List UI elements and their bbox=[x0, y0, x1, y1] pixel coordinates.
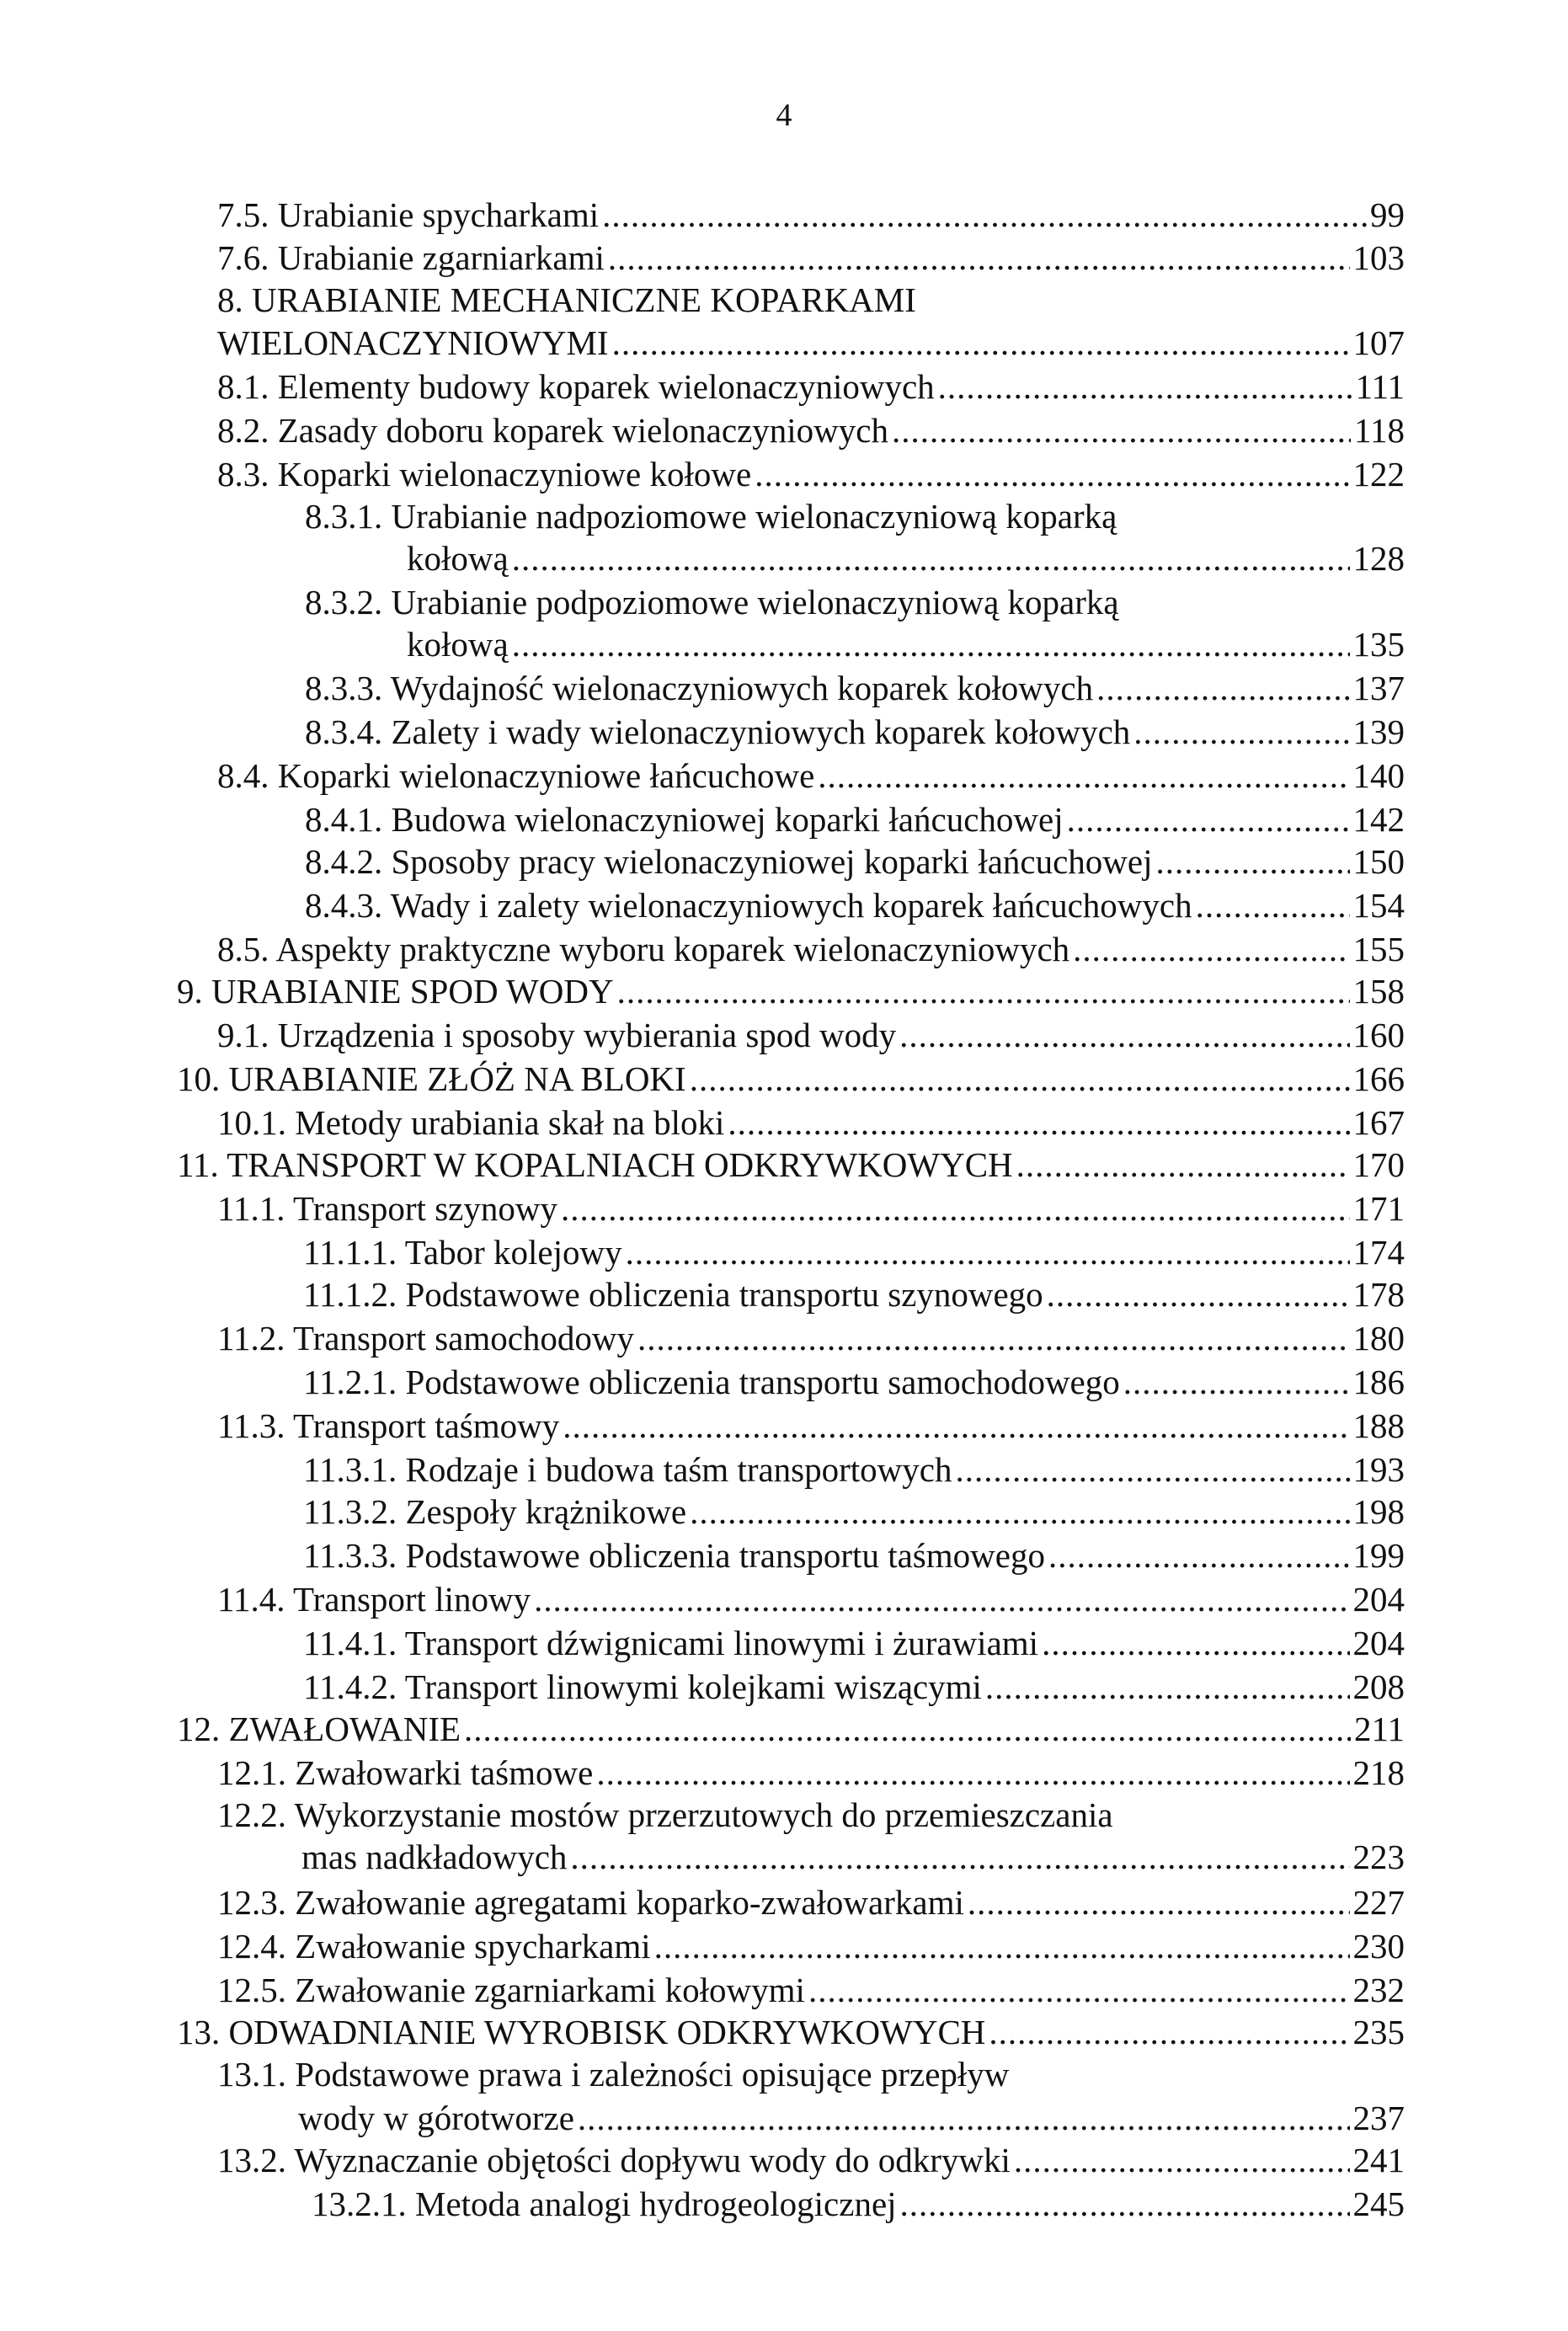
toc-entry bbox=[177, 1145, 1405, 1185]
dot-leader bbox=[512, 625, 1350, 664]
toc-entry-page: 230 bbox=[1352, 1927, 1405, 1966]
toc-entry-page: 103 bbox=[1352, 238, 1405, 277]
toc-entry bbox=[217, 1103, 1405, 1143]
toc-entry-page: 140 bbox=[1352, 756, 1405, 795]
toc-entry-page: 199 bbox=[1352, 1536, 1405, 1575]
toc-entry-title: kołową bbox=[407, 539, 509, 578]
toc-entry bbox=[305, 842, 1405, 882]
toc-entry-page: 142 bbox=[1352, 800, 1405, 839]
toc-entry bbox=[305, 886, 1405, 925]
dot-leader bbox=[1123, 1363, 1350, 1402]
toc-entry-title: 13.2. Wyznaczanie objętości dopływu wody do odkrywki bbox=[217, 2141, 1011, 2179]
toc-entry bbox=[217, 238, 1405, 278]
toc-entry-title: 11.4.2. Transport linowymi kolejkami wiszącymi bbox=[303, 1667, 982, 1706]
toc-entry-title: 11.1.2. Podstawowe obliczenia transportu szynowego bbox=[303, 1275, 1043, 1314]
dot-leader bbox=[561, 1189, 1350, 1229]
dot-leader bbox=[1048, 1536, 1350, 1576]
dot-leader bbox=[608, 238, 1350, 278]
toc-entry-page: 99 bbox=[1370, 195, 1405, 234]
toc-entry-page: 178 bbox=[1352, 1275, 1405, 1314]
toc-entry-title: 11.1.1. Tabor kolejowy bbox=[303, 1233, 622, 1272]
toc-entry-title: 12.4. Zwałowanie spycharkami bbox=[217, 1927, 651, 1966]
toc-entry bbox=[217, 1883, 1405, 1923]
toc-entry bbox=[312, 2184, 1405, 2224]
dot-leader bbox=[1042, 1624, 1349, 1663]
toc-entry-title: 12.2. Wykorzystanie mostów przerzutowych do przemieszczania bbox=[217, 1795, 1113, 1834]
toc-entry-page: 180 bbox=[1352, 1319, 1405, 1358]
toc-entry-title: 11.2.1. Podstawowe obliczenia transportu samochodowego bbox=[303, 1363, 1120, 1401]
toc-entry bbox=[305, 497, 1117, 536]
dot-leader bbox=[612, 323, 1350, 363]
dot-leader bbox=[968, 1883, 1350, 1923]
toc-entry bbox=[217, 1319, 1405, 1358]
toc-entry-page: 193 bbox=[1352, 1450, 1405, 1489]
toc-entry-title: 8.4.3. Wady i zalety wielonaczyniowych koparek łańcuchowych bbox=[305, 886, 1192, 925]
dot-leader bbox=[637, 1319, 1349, 1358]
toc-entry-title: 11. TRANSPORT W KOPALNIACH ODKRYWKOWYCH bbox=[177, 1145, 1013, 1184]
toc-entry-title: 11.2. Transport samochodowy bbox=[217, 1319, 635, 1358]
toc-entry bbox=[217, 455, 1405, 494]
toc-entry-page: 204 bbox=[1352, 1580, 1405, 1619]
toc-entry bbox=[177, 1059, 1405, 1099]
toc-entry-title: 7.6. Urabianie zgarniarkami bbox=[217, 238, 605, 277]
toc-entry-title: kołową bbox=[407, 625, 509, 664]
dot-leader bbox=[1016, 1145, 1350, 1185]
toc-entry-page: 166 bbox=[1352, 1059, 1405, 1098]
toc-entry-title: 11.3.1. Rodzaje i budowa taśm transportowych bbox=[303, 1450, 952, 1489]
toc-entry bbox=[303, 1275, 1405, 1315]
toc-entry-page: 218 bbox=[1352, 1753, 1405, 1792]
toc-entry bbox=[217, 1971, 1405, 2010]
dot-leader bbox=[602, 195, 1367, 235]
toc-entry-page: 227 bbox=[1352, 1883, 1405, 1922]
dot-leader bbox=[464, 1710, 1351, 1749]
toc-entry-title: 12.1. Zwałowarki taśmowe bbox=[217, 1753, 594, 1792]
toc-entry-title: 8.2. Zasady doboru koparek wielonaczyniowych bbox=[217, 411, 888, 450]
toc-entry-page: 186 bbox=[1352, 1363, 1405, 1401]
toc-entry bbox=[217, 411, 1405, 451]
dot-leader bbox=[512, 539, 1350, 579]
dot-leader bbox=[626, 1233, 1350, 1272]
toc-entry-title: 8.5. Aspekty praktyczne wyboru koparek wielonaczyniowych bbox=[217, 930, 1070, 968]
toc-entry bbox=[217, 1580, 1405, 1619]
toc-entry-title: 8.4. Koparki wielonaczyniowe łańcuchowe bbox=[217, 756, 815, 795]
toc-entry-title: 8.4.2. Sposoby pracy wielonaczyniowej koparki łańcuchowej bbox=[305, 842, 1153, 881]
toc-entry-title: wody w górotworze bbox=[298, 2099, 574, 2137]
toc-entry bbox=[407, 539, 1405, 579]
toc-entry-page: 118 bbox=[1354, 411, 1405, 450]
toc-entry-page: 174 bbox=[1352, 1233, 1405, 1272]
page-number: 4 bbox=[776, 98, 792, 133]
dot-leader bbox=[570, 1838, 1349, 1877]
toc-entry-page: 188 bbox=[1352, 1406, 1405, 1445]
toc-entry-title: 12. ZWAŁOWANIE bbox=[177, 1710, 461, 1748]
toc-entry-title: 8.3.2. Urabianie podpoziomowe wielonaczyniową koparką bbox=[305, 583, 1119, 621]
dot-leader bbox=[578, 2099, 1350, 2138]
toc-entry bbox=[177, 972, 1405, 1011]
toc-entry bbox=[305, 669, 1405, 708]
toc-entry-title: 11.4. Transport linowy bbox=[217, 1580, 531, 1619]
toc-entry-page: 111 bbox=[1355, 367, 1405, 406]
toc-entry-page: 237 bbox=[1352, 2099, 1405, 2137]
dot-leader bbox=[808, 1971, 1350, 2010]
dot-leader bbox=[728, 1103, 1349, 1143]
toc-entry-page: 211 bbox=[1354, 1710, 1405, 1748]
dot-leader bbox=[900, 2184, 1350, 2224]
toc-entry-title: 12.5. Zwałowanie zgarniarkami kołowymi bbox=[217, 1971, 805, 2009]
toc-entry bbox=[217, 2055, 1009, 2094]
toc-entry bbox=[303, 1492, 1405, 1532]
dot-leader bbox=[690, 1492, 1349, 1532]
toc-entry bbox=[217, 756, 1405, 796]
toc-entry bbox=[217, 2141, 1405, 2180]
dot-leader bbox=[818, 756, 1349, 796]
toc-entry-page: 154 bbox=[1352, 886, 1405, 925]
toc-entry bbox=[303, 1363, 1405, 1402]
toc-entry-title: 13.2.1. Metoda analogi hydrogeologicznej bbox=[312, 2184, 897, 2223]
toc-entry bbox=[305, 800, 1405, 840]
toc-entry bbox=[217, 1927, 1405, 1966]
dot-leader bbox=[1014, 2141, 1350, 2180]
toc-entry-title: 11.3.3. Podstawowe obliczenia transportu taśmowego bbox=[303, 1536, 1045, 1575]
toc-entry-title: 11.3. Transport taśmowy bbox=[217, 1406, 560, 1445]
toc-entry bbox=[217, 930, 1405, 969]
toc-entry-title: WIELONACZYNIOWYMI bbox=[217, 323, 609, 362]
toc-entry-title: 9.1. Urządzenia i sposoby wybierania spod wody bbox=[217, 1016, 897, 1054]
toc-entry-page: 150 bbox=[1352, 842, 1405, 881]
toc-entry bbox=[305, 583, 1119, 622]
dot-leader bbox=[596, 1753, 1349, 1793]
toc-entry-page: 107 bbox=[1352, 323, 1405, 362]
dot-leader bbox=[534, 1580, 1349, 1619]
toc-entry-title: 8.3.4. Zalety i wady wielonaczyniowych koparek kołowych bbox=[305, 712, 1131, 751]
toc-entry-page: 235 bbox=[1352, 2013, 1405, 2051]
toc-entry-title: 13.1. Podstawowe prawa i zależności opisujące przepływ bbox=[217, 2055, 1010, 2094]
toc-entry-title: 8. URABIANIE MECHANICZNE KOPARKAMI bbox=[217, 280, 916, 319]
dot-leader bbox=[1156, 842, 1350, 882]
toc-entry bbox=[303, 1450, 1405, 1490]
dot-leader bbox=[989, 2013, 1349, 2052]
toc-entry bbox=[217, 1189, 1405, 1229]
toc-entry-page: 245 bbox=[1352, 2184, 1405, 2223]
dot-leader bbox=[617, 972, 1350, 1011]
toc-entry-page: 128 bbox=[1352, 539, 1405, 578]
toc-entry-title: 7.5. Urabianie spycharkami bbox=[217, 195, 600, 234]
toc-entry-page: 223 bbox=[1352, 1838, 1405, 1876]
toc-entry bbox=[303, 1233, 1405, 1272]
dot-leader bbox=[654, 1927, 1350, 1966]
toc-entry-title: 8.4.1. Budowa wielonaczyniowej koparki łańcuchowej bbox=[305, 800, 1064, 839]
dot-leader bbox=[1133, 712, 1349, 752]
toc-entry-title: mas nadkładowych bbox=[301, 1838, 568, 1876]
toc-entry bbox=[217, 1753, 1405, 1793]
toc-entry-page: 155 bbox=[1352, 930, 1405, 968]
dot-leader bbox=[938, 367, 1352, 407]
toc-entry-page: 204 bbox=[1352, 1624, 1405, 1662]
toc-entry-title: 13. ODWADNIANIE WYROBISK ODKRYWKOWYCH bbox=[177, 2013, 986, 2051]
toc-entry-page: 139 bbox=[1352, 712, 1405, 751]
toc-entry-page: 170 bbox=[1352, 1145, 1405, 1184]
toc-entry bbox=[177, 1710, 1405, 1749]
dot-leader bbox=[899, 1016, 1349, 1055]
toc-entry bbox=[217, 323, 1405, 363]
dot-leader bbox=[1047, 1275, 1350, 1315]
toc-entry-title: 10.1. Metody urabiania skał na bloki bbox=[217, 1103, 725, 1142]
toc-entry-page: 198 bbox=[1352, 1492, 1405, 1531]
toc-entry-page: 158 bbox=[1352, 972, 1405, 1011]
toc-entry-title: 9. URABIANIE SPOD WODY bbox=[177, 972, 614, 1011]
toc-entry bbox=[303, 1536, 1405, 1576]
toc-entry bbox=[217, 1406, 1405, 1446]
toc-entry bbox=[298, 2099, 1405, 2138]
toc-entry-page: 208 bbox=[1352, 1667, 1405, 1706]
toc-entry bbox=[407, 625, 1405, 664]
dot-leader bbox=[1196, 886, 1350, 925]
toc-entry-title: 11.4.1. Transport dźwignicami linowymi i żurawiami bbox=[303, 1624, 1039, 1662]
dot-leader bbox=[1096, 669, 1349, 708]
toc-entry bbox=[303, 1624, 1405, 1663]
toc-entry bbox=[301, 1838, 1405, 1877]
dot-leader bbox=[985, 1667, 1350, 1707]
toc-entry bbox=[217, 1795, 1113, 1835]
dot-leader bbox=[755, 455, 1349, 494]
dot-leader bbox=[1073, 930, 1349, 969]
toc-entry-title: 8.3. Koparki wielonaczyniowe kołowe bbox=[217, 455, 752, 493]
toc-entry-page: 167 bbox=[1352, 1103, 1405, 1142]
toc-entry-page: 171 bbox=[1352, 1189, 1405, 1228]
dot-leader bbox=[956, 1450, 1350, 1490]
toc-entry-title: 11.3.2. Zespoły krążnikowe bbox=[303, 1492, 687, 1531]
toc-entry-page: 137 bbox=[1352, 669, 1405, 707]
toc-entry bbox=[305, 712, 1405, 752]
toc-entry-title: 8.3.3. Wydajność wielonaczyniowych koparek kołowych bbox=[305, 669, 1094, 707]
dot-leader bbox=[1067, 800, 1350, 840]
toc-entry bbox=[177, 2013, 1405, 2052]
dot-leader bbox=[892, 411, 1351, 451]
toc-entry-page: 241 bbox=[1352, 2141, 1405, 2179]
toc-entry-title: 8.1. Elementy budowy koparek wielonaczyniowych bbox=[217, 367, 935, 406]
toc-entry-page: 232 bbox=[1352, 1971, 1405, 2009]
toc-entry-title: 10. URABIANIE ZŁÓŻ NA BLOKI bbox=[177, 1059, 686, 1098]
toc-entry bbox=[217, 1016, 1405, 1055]
toc-entry-title: 12.3. Zwałowanie agregatami koparko-zwałowarkami bbox=[217, 1883, 964, 1922]
toc-entry-page: 160 bbox=[1352, 1016, 1405, 1054]
dot-leader bbox=[563, 1406, 1349, 1446]
toc-entry-page: 122 bbox=[1352, 455, 1405, 493]
toc-entry-title: 8.3.1. Urabianie nadpoziomowe wielonaczyniową koparką bbox=[305, 497, 1117, 536]
toc-entry bbox=[303, 1667, 1405, 1707]
toc-entry bbox=[217, 280, 916, 320]
toc-entry bbox=[217, 367, 1405, 407]
toc-entry-title: 11.1. Transport szynowy bbox=[217, 1189, 557, 1228]
dot-leader bbox=[690, 1059, 1350, 1099]
toc-entry-page: 135 bbox=[1352, 625, 1405, 664]
toc-entry bbox=[217, 195, 1405, 235]
